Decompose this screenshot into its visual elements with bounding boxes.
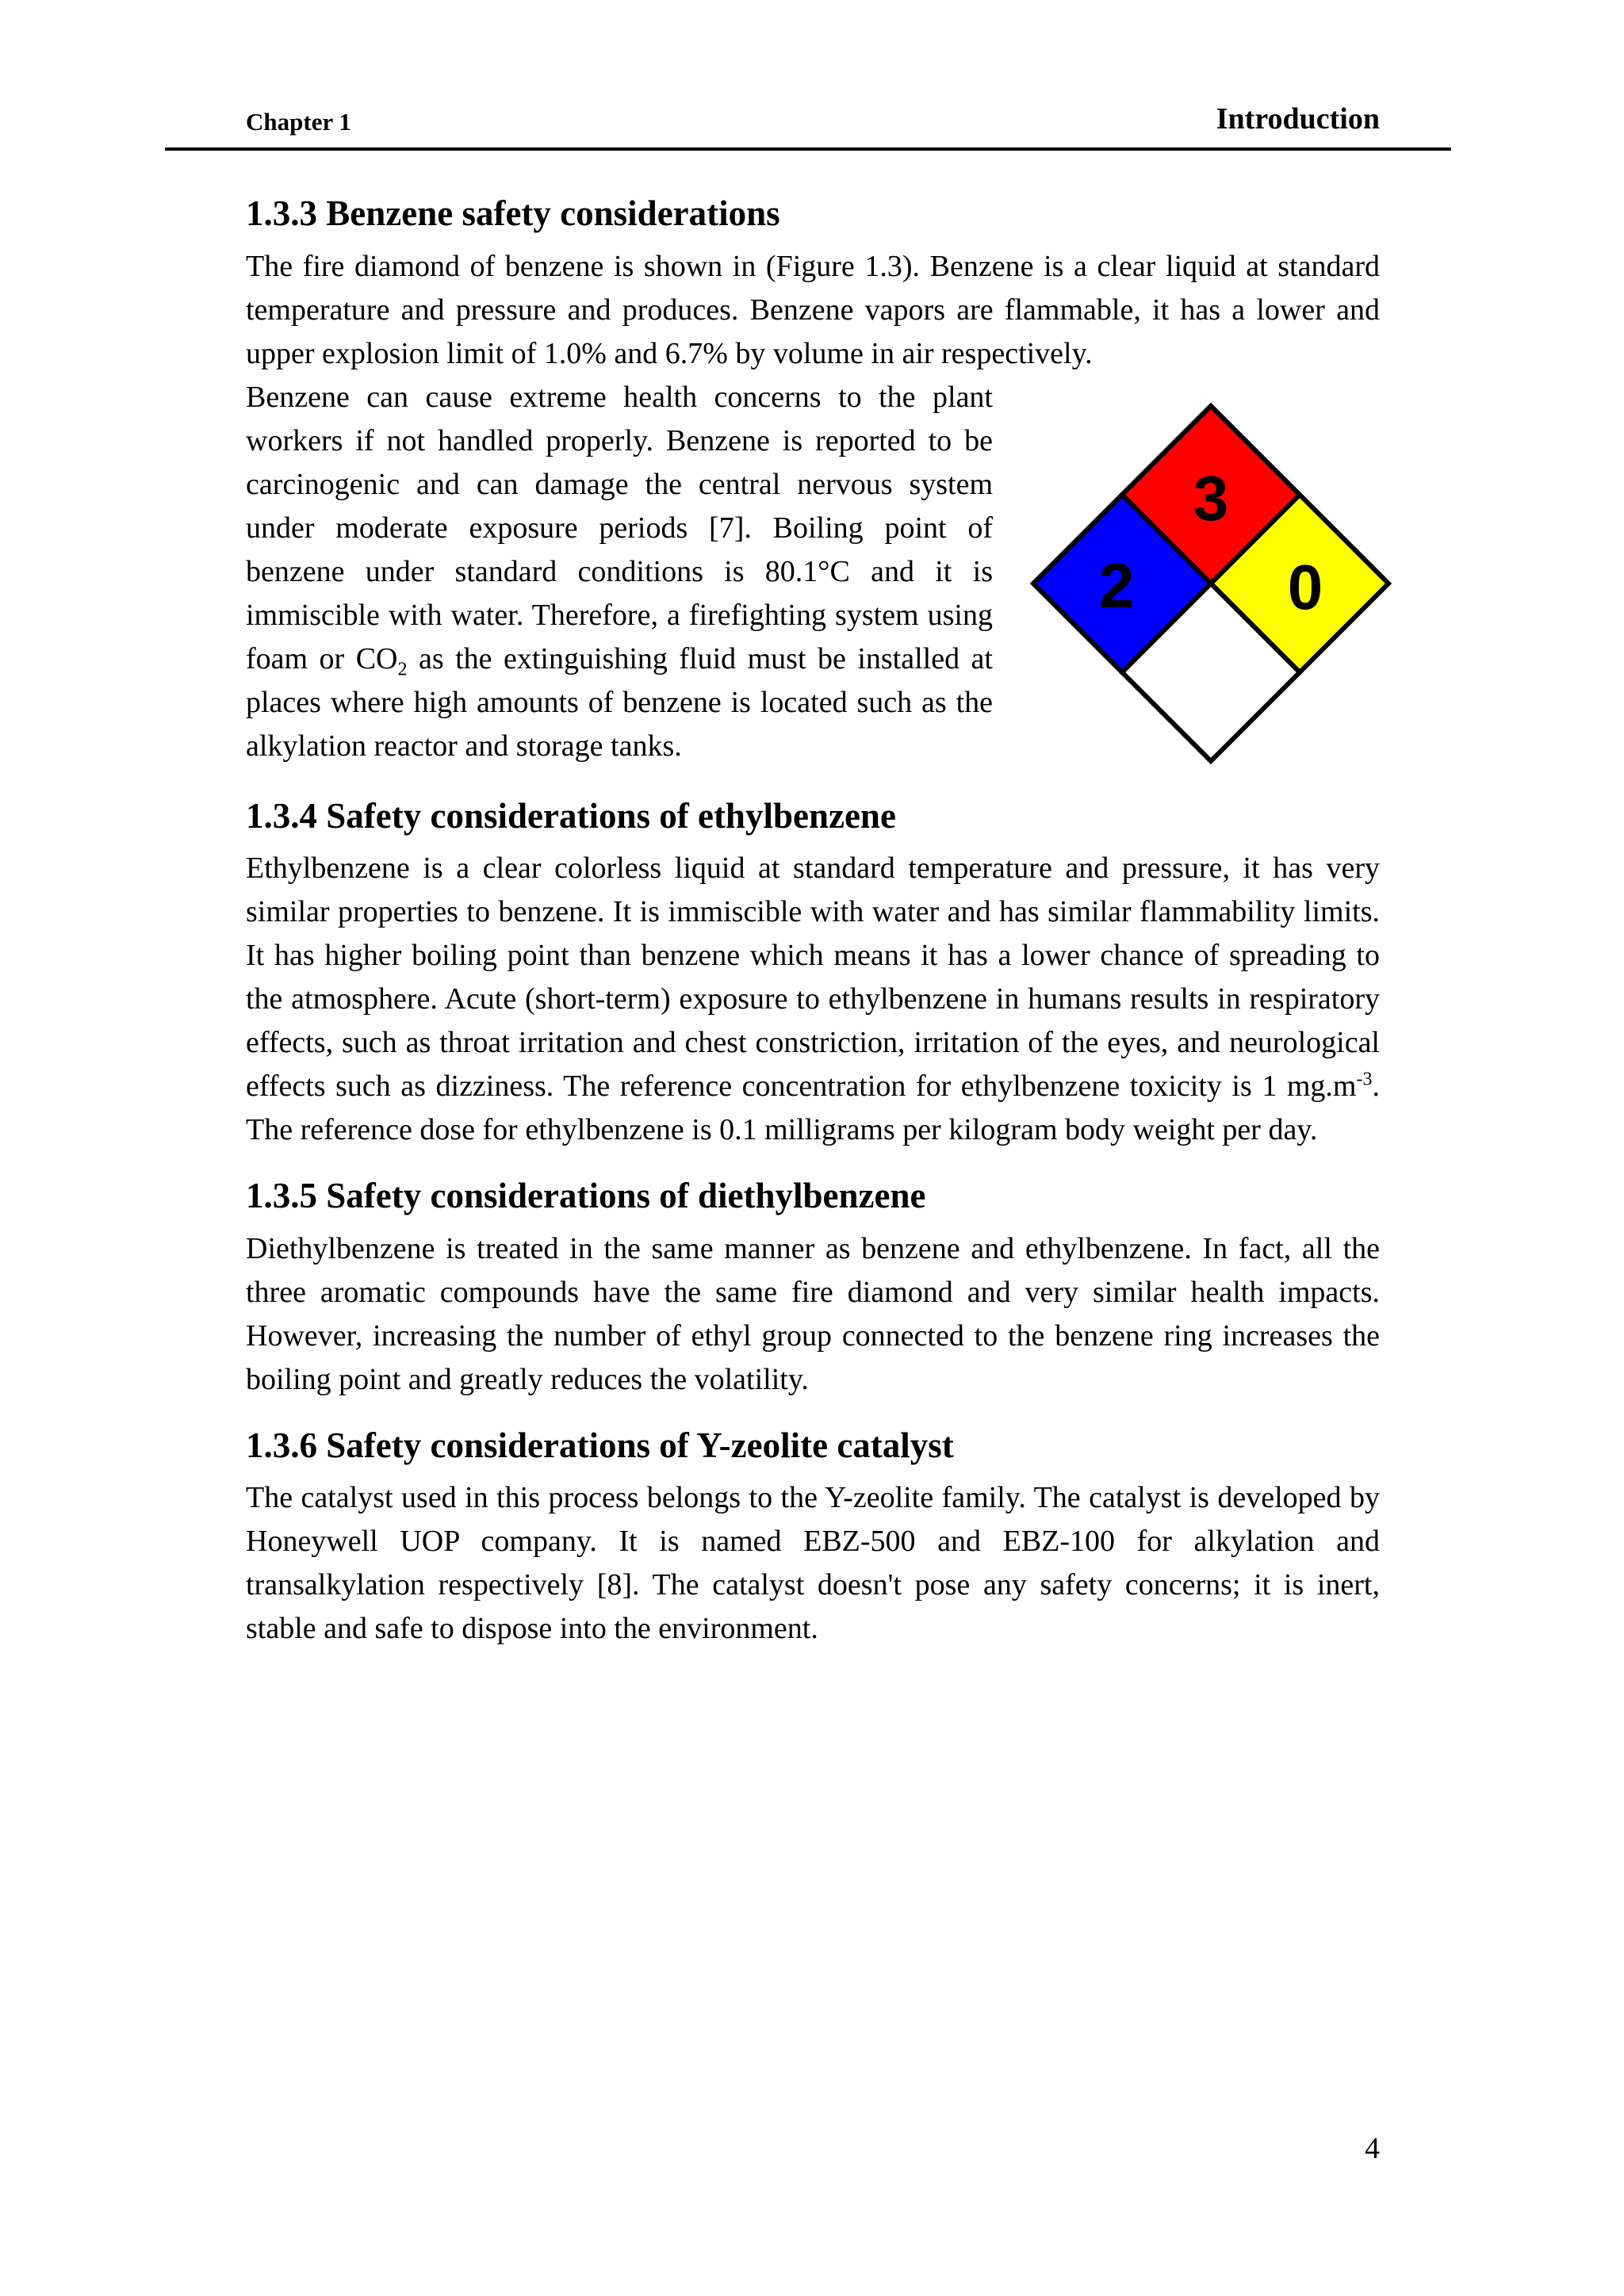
reactivity-rating: 0: [1287, 551, 1323, 622]
health-rating: 2: [1098, 549, 1135, 621]
section-heading: 1.3.5 Safety considerations of diethylbenzene: [246, 1176, 926, 1215]
paragraph: Benzene can cause extreme health concerns to the plant workers if not handled properly. Benzene is reported to be carcinogenic and can damage the central nervous system under moderate exposure periods [7]. Boiling point of benzene under standard conditions is 80.1°C and it is immiscible with water. Therefore, a firefighting system using foam or $CO_2$ as the extinguishing fluid must be installed at places where high amounts of benzene is located such as the alkylation reactor and storage tanks.: [246, 380, 993, 763]
section-diethylbenzene-safety: [246, 1173, 1380, 1402]
section-heading: 1.3.6 Safety considerations of Y-zeolite catalyst: [246, 1425, 954, 1465]
page-body: [246, 190, 1380, 1671]
page-number: 4: [1365, 2132, 1380, 2165]
chapter-title: Introduction: [1216, 102, 1380, 136]
section-benzene-safety: [246, 190, 1380, 772]
fire-diamond-figure: [1025, 400, 1397, 772]
flammability-rating: 3: [1193, 462, 1229, 534]
section-heading: 1.3.3 Benzene safety considerations: [246, 193, 780, 233]
paragraph: The fire diamond of benzene is shown in (Figure 1.3). Benzene is a clear liquid at standard temperature and pressure and produces. Benzene vapors are flammable, it has a lower and upper explosion limit of 1.0% and 6.7% by volume in air respectively.: [246, 249, 1380, 370]
running-header: [246, 97, 1380, 136]
section-ethylbenzene-safety: [246, 793, 1380, 1153]
section-catalyst-safety: [246, 1422, 1380, 1651]
text-figure-wrap: [246, 376, 1380, 772]
header-divider: [165, 147, 1451, 151]
chapter-label: Chapter 1: [246, 108, 351, 136]
paragraph: Ethylbenzene is a clear colorless liquid at standard temperature and pressure, it has very similar properties to benzene. It is immiscible with water and has similar flammability limits. It has higher boiling point than benzene which means it has a lower chance of spreading to the atmosphere. Acute (short-term) exposure to ethylbenzene in humans results in respiratory effects, such as throat irritation and chest constriction, irritation of the eyes, and neurological effects such as dizziness. The reference concentration for ethylbenzene toxicity is 1 $mg.m^{-3}$. The reference dose for ethylbenzene is 0.1 milligrams per kilogram body weight per day.: [246, 851, 1380, 1146]
paragraph: The catalyst used in this process belongs to the Y-zeolite family. The catalyst is developed by Honeywell UOP company. It is named EBZ-500 and EBZ-100 for alkylation and transalkylation respectively [8]. The catalyst doesn't pose any safety concerns; it is inert, stable and safe to dispose into the environment.: [246, 1481, 1380, 1645]
fire-diamond-icon: [1025, 400, 1397, 772]
section-heading: 1.3.4 Safety considerations of ethylbenzene: [246, 795, 896, 836]
paragraph: Diethylbenzene is treated in the same manner as benzene and ethylbenzene. In fact, all the three aromatic compounds have the same fire diamond and very similar health impacts. However, increasing the number of ethyl group connected to the benzene ring increases the boiling point and greatly reduces the volatility.: [246, 1231, 1380, 1396]
